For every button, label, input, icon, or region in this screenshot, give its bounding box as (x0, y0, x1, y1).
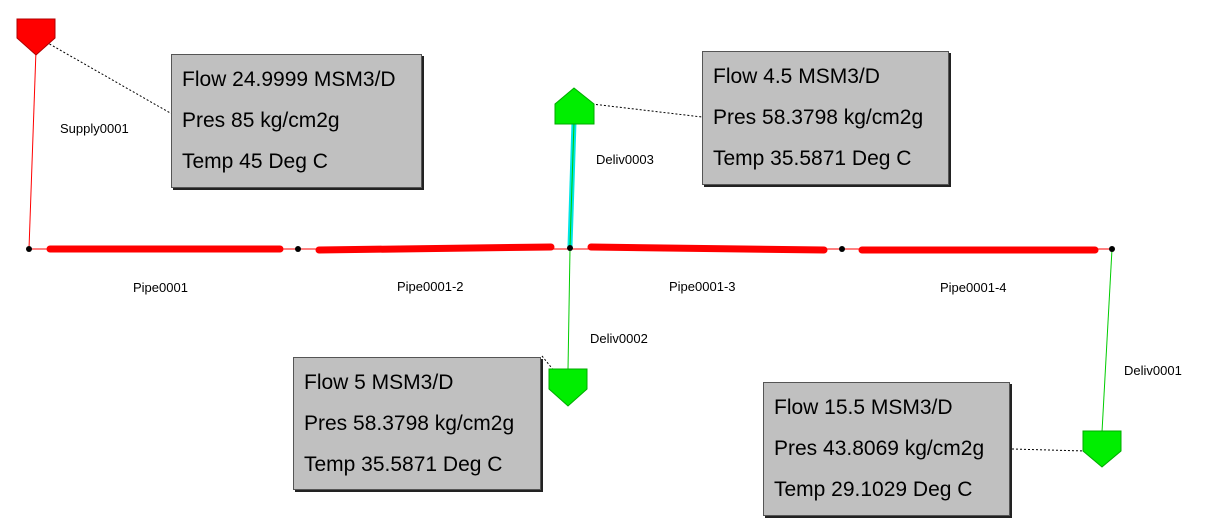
deliv2-info-box (293, 357, 541, 490)
supply-label: Supply0001 (60, 121, 129, 136)
deliv3-node-icon[interactable] (555, 88, 594, 124)
deliv1-temp-text: Temp 29.1029 Deg C (774, 478, 973, 501)
supply-callout-line (46, 42, 172, 114)
deliv3-pres-text: Pres 58.3798 kg/cm2g (713, 106, 924, 129)
deliv3-info-box (702, 51, 949, 185)
pipe-label-4: Pipe0001-4 (940, 280, 1007, 295)
deliv2-temp-text: Temp 35.5871 Deg C (304, 453, 503, 476)
deliv3-callout-line (592, 104, 702, 117)
deliv1-label: Deliv0001 (1124, 363, 1182, 378)
pipe-segment-3[interactable] (591, 247, 824, 250)
deliv1-callout-line (1012, 449, 1085, 451)
supply-line (29, 50, 36, 249)
junction-node-2[interactable] (295, 246, 301, 252)
deliv1-flow-text: Flow 15.5 MSM3/D (774, 396, 953, 419)
supply-info-box (171, 54, 422, 188)
supply-node-icon[interactable] (17, 19, 55, 55)
deliv2-label: Deliv0002 (590, 331, 648, 346)
junction-node-4[interactable] (839, 246, 845, 252)
deliv2-pres-text: Pres 58.3798 kg/cm2g (304, 412, 515, 435)
junction-node-5[interactable] (1109, 246, 1115, 252)
supply-temp-text: Temp 45 Deg C (182, 150, 328, 173)
deliv1-info-box (763, 382, 1010, 516)
deliv1-pres-text: Pres 43.8069 kg/cm2g (774, 437, 985, 460)
junction-node-1[interactable] (26, 246, 32, 252)
deliv2-flow-text: Flow 5 MSM3/D (304, 371, 454, 394)
supply-flow-text: Flow 24.9999 MSM3/D (182, 68, 396, 91)
pipe-label-2: Pipe0001-2 (397, 279, 464, 294)
pipe-label-3: Pipe0001-3 (669, 279, 736, 294)
pipe-label-1: Pipe0001 (133, 280, 188, 295)
deliv2-line (568, 249, 570, 370)
deliv3-temp-text: Temp 35.5871 Deg C (713, 147, 912, 170)
deliv1-line (1102, 249, 1112, 432)
pipe-segment-2[interactable] (319, 247, 551, 250)
deliv1-node-icon[interactable] (1083, 431, 1121, 467)
deliv2-node-icon[interactable] (549, 369, 587, 406)
supply-pres-text: Pres 85 kg/cm2g (182, 109, 340, 132)
junction-node-3[interactable] (567, 245, 573, 251)
deliv3-flow-text: Flow 4.5 MSM3/D (713, 65, 880, 88)
deliv3-label: Deliv0003 (596, 152, 654, 167)
